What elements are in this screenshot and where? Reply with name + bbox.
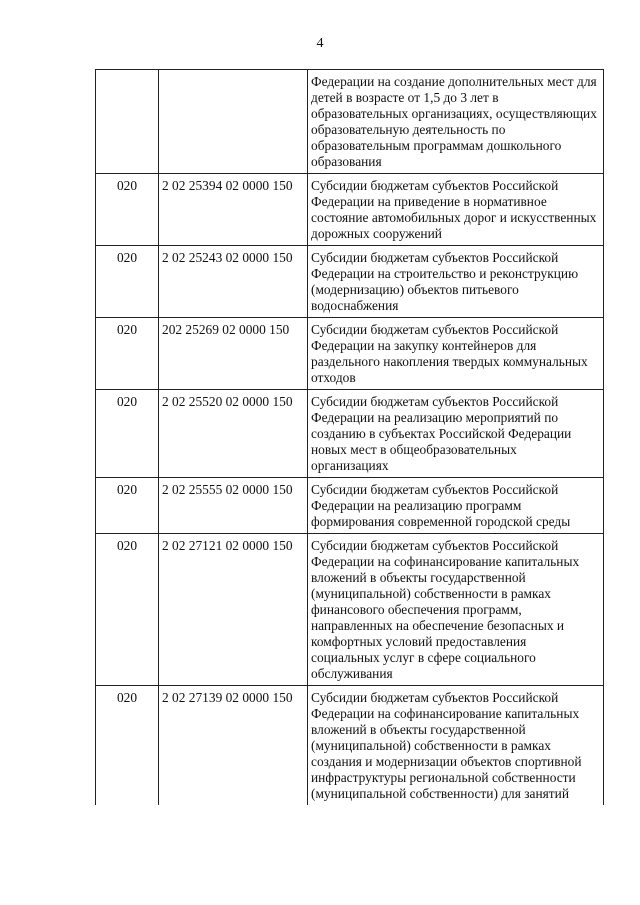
description-line: дорожных сооружений: [311, 226, 442, 241]
budget-classification-code-cell: 2 02 25555 02 0000 150: [159, 478, 308, 534]
description-line: формирования современной городской среды: [311, 514, 571, 529]
description-line: созданию в субъектах Российской Федерации: [311, 426, 572, 441]
description-line: Федерации на создание дополнительных мест для: [311, 74, 597, 89]
description-line: новых мест в общеобразовательных: [311, 442, 517, 457]
income-description-cell: [308, 534, 604, 686]
description-line: Субсидии бюджетам субъектов Российской: [311, 482, 559, 497]
description-line: организациях: [311, 458, 389, 473]
income-description-cell: [308, 70, 604, 174]
table-row: [96, 174, 604, 246]
table-row: [96, 390, 604, 478]
description-line: вложений в объекты государственной: [311, 722, 526, 737]
description-line: Федерации на закупку контейнеров для: [311, 338, 537, 353]
budget-classification-code-cell: 2 02 25520 02 0000 150: [159, 390, 308, 478]
description-line: Федерации на реализацию программ: [311, 498, 522, 513]
description-line: Субсидии бюджетам субъектов Российской: [311, 538, 559, 553]
table-row: [96, 534, 604, 686]
description-line: социальных услуг в сфере социального: [311, 650, 536, 665]
budget-classification-code-cell: 202 25269 02 0000 150: [159, 318, 308, 390]
income-description-cell: [308, 174, 604, 246]
description-line: (муниципальной) собственности в рамках: [311, 738, 551, 753]
admin-code-cell: 020: [96, 534, 159, 686]
admin-code-cell: 020: [96, 478, 159, 534]
description-line: раздельного накопления твердых коммунальных: [311, 354, 588, 369]
description-line: Субсидии бюджетам субъектов Российской: [311, 690, 559, 705]
description-line: состояние автомобильных дорог и искусственных: [311, 210, 597, 225]
description-line: Федерации на строительство и реконструкцию: [311, 266, 579, 281]
description-line: Федерации на приведение в нормативное: [311, 194, 547, 209]
table-body: [96, 70, 604, 806]
description-line: Субсидии бюджетам субъектов Российской: [311, 250, 559, 265]
description-line: обслуживания: [311, 666, 393, 681]
admin-code-cell: 020: [96, 246, 159, 318]
budget-classification-code-cell: 2 02 25243 02 0000 150: [159, 246, 308, 318]
income-description-cell: [308, 686, 604, 806]
description-line: инфраструктуры региональной собственности: [311, 770, 576, 785]
description-line: Субсидии бюджетам субъектов Российской: [311, 394, 559, 409]
income-description-cell: [308, 318, 604, 390]
budget-classification-code-cell: 2 02 27139 02 0000 150: [159, 686, 308, 806]
budget-codes-table: [95, 69, 604, 805]
description-line: образовательным программам дошкольного: [311, 138, 562, 153]
description-line: образования: [311, 154, 382, 169]
admin-code-cell: 020: [96, 686, 159, 806]
description-line: Федерации на реализацию мероприятий по: [311, 410, 559, 425]
description-line: (муниципальной собственности) для занятий: [311, 786, 569, 801]
description-line: отходов: [311, 370, 356, 385]
table-row: [96, 70, 604, 174]
description-line: (модернизацию) объектов питьевого: [311, 282, 519, 297]
description-line: создания и модернизации объектов спортивной: [311, 754, 582, 769]
description-line: вложений в объекты государственной: [311, 570, 526, 585]
description-line: (муниципальной) собственности в рамках: [311, 586, 551, 601]
description-line: водоснабжения: [311, 298, 399, 313]
description-line: Федерации на софинансирование капитальных: [311, 706, 580, 721]
description-line: образовательную деятельность по: [311, 122, 506, 137]
description-line: Субсидии бюджетам субъектов Российской: [311, 322, 559, 337]
budget-classification-code-cell: 2 02 27121 02 0000 150: [159, 534, 308, 686]
admin-code-cell: [96, 70, 159, 174]
admin-code-cell: 020: [96, 174, 159, 246]
income-description-cell: [308, 246, 604, 318]
budget-classification-code-cell: [159, 70, 308, 174]
description-line: Федерации на софинансирование капитальных: [311, 554, 580, 569]
table-row: [96, 686, 604, 806]
description-line: комфортных условий предоставления: [311, 634, 527, 649]
table-row: [96, 478, 604, 534]
page-number: 4: [316, 36, 324, 51]
description-line: образовательных организациях, осуществляющих: [311, 106, 597, 121]
description-line: направленных на обеспечение безопасных и: [311, 618, 565, 633]
income-description-cell: [308, 390, 604, 478]
income-description-cell: [308, 478, 604, 534]
description-line: финансового обеспечения программ,: [311, 602, 522, 617]
table-row: [96, 318, 604, 390]
description-line: Субсидии бюджетам субъектов Российской: [311, 178, 559, 193]
budget-classification-code-cell: 2 02 25394 02 0000 150: [159, 174, 308, 246]
table-row: [96, 246, 604, 318]
admin-code-cell: 020: [96, 390, 159, 478]
admin-code-cell: 020: [96, 318, 159, 390]
description-line: детей в возрасте от 1,5 до 3 лет в: [311, 90, 499, 105]
